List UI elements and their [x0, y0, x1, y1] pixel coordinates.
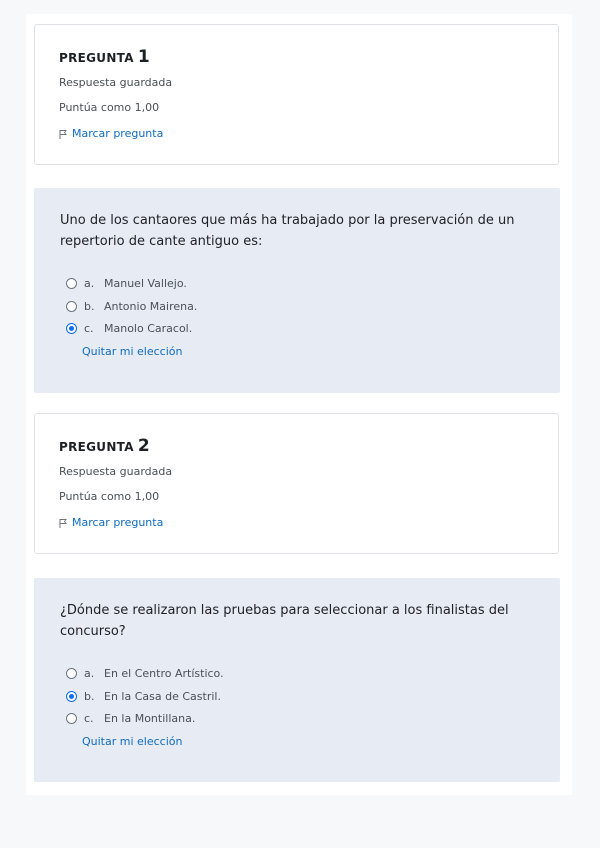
flag-question-1-link[interactable] [59, 126, 163, 140]
question-1-text: Uno de los cantaores que más ha trabajado por la preservación de un repertorio de cante antiguo es: [60, 213, 515, 249]
answer-letter: a. [84, 277, 95, 290]
flag-question-2-link[interactable] [59, 515, 163, 529]
clear-choice-link-1[interactable]: Quitar mi elección [82, 345, 183, 358]
question-2-state: Respuesta guardada [59, 465, 173, 478]
question-2-title [59, 436, 150, 456]
answer-label: En la Montillana. [104, 712, 196, 725]
question-1-info [34, 24, 559, 165]
clear-choice-link-2[interactable]: Quitar mi elección [82, 735, 183, 748]
answer-label: Manolo Caracol. [104, 322, 193, 335]
radio-button[interactable] [66, 278, 77, 289]
question-number: 1 [137, 47, 150, 67]
question-2-grade: Puntúa como 1,00 [59, 490, 160, 503]
question-2-answer-a[interactable] [66, 667, 224, 680]
radio-button-selected[interactable] [66, 323, 77, 334]
answer-letter: c. [84, 322, 94, 335]
question-1-answer-a[interactable] [66, 277, 187, 290]
answer-letter: b. [84, 690, 95, 703]
answer-label: Manuel Vallejo. [104, 277, 187, 290]
question-1-title [59, 47, 150, 67]
question-2-formulation [34, 578, 560, 782]
flag-icon [59, 518, 68, 529]
answer-label: En la Casa de Castril. [104, 690, 221, 703]
radio-button[interactable] [66, 301, 77, 312]
question-2-text: ¿Dónde se realizaron las pruebas para seleccionar a los finalistas del concurso? [60, 603, 509, 639]
radio-button[interactable] [66, 668, 77, 679]
question-1-state: Respuesta guardada [59, 76, 173, 89]
question-1-grade: Puntúa como 1,00 [59, 101, 160, 114]
answer-letter: b. [84, 300, 95, 313]
flag-label: Marcar pregunta [72, 126, 164, 140]
answer-label: En el Centro Artístico. [104, 667, 224, 680]
question-1-formulation [34, 188, 560, 393]
answer-letter: c. [84, 712, 94, 725]
answer-label: Antonio Mairena. [104, 300, 198, 313]
flag-icon [59, 129, 68, 140]
question-title-label: PREGUNTA [59, 51, 134, 65]
flag-label: Marcar pregunta [72, 515, 164, 529]
question-2-info [34, 413, 559, 554]
question-2-answer-b[interactable] [66, 690, 221, 703]
radio-button-selected[interactable] [66, 691, 77, 702]
question-2-answer-c[interactable] [66, 712, 195, 725]
question-1-answer-b[interactable] [66, 300, 197, 313]
answer-letter: a. [84, 667, 95, 680]
question-title-label: PREGUNTA [59, 440, 134, 454]
question-number: 2 [137, 436, 150, 456]
radio-button[interactable] [66, 713, 77, 724]
quiz-page [26, 14, 572, 795]
question-1-answer-c[interactable] [66, 322, 192, 335]
